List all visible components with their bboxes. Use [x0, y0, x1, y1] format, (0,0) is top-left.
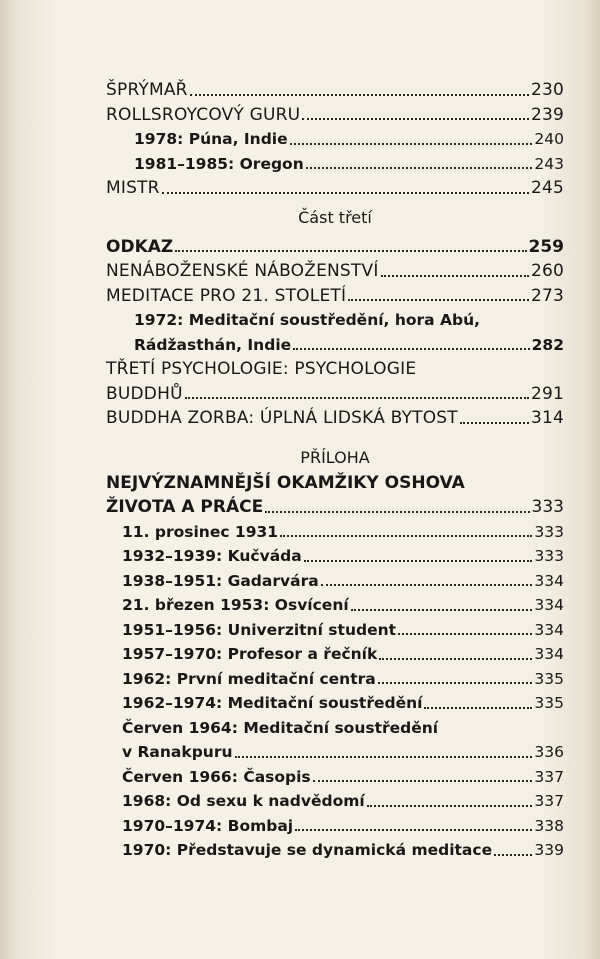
toc-entry-page: 335 — [534, 669, 564, 688]
toc-entry-page: 259 — [528, 236, 564, 257]
toc-entry-page: 339 — [534, 841, 564, 859]
toc-entry-title: 1978: Púna, Indie — [134, 130, 288, 148]
toc-entry-page: 333 — [534, 547, 564, 565]
toc-entry-title: NENÁBOŽENSKÉ NÁBOŽENSTVÍ — [106, 261, 379, 281]
toc-entry — [106, 235, 564, 260]
leader-dots — [185, 397, 529, 399]
toc-entry-title: 1957–1970: Profesor a řečník — [122, 645, 378, 663]
toc-entry-title: MEDITACE PRO 21. STOLETÍ — [106, 285, 347, 306]
leader-dots — [175, 250, 526, 252]
toc-entry — [106, 495, 564, 520]
leader-dots — [304, 560, 533, 562]
toc-entry-title: 1970–1974: Bombaj — [122, 816, 294, 835]
toc-entry-page: 291 — [530, 383, 564, 404]
toc-entry-page: 338 — [534, 816, 564, 835]
leader-dots — [293, 348, 529, 350]
toc-entry — [106, 569, 564, 594]
toc-entry — [106, 406, 564, 431]
toc-entry-title: 1972: Meditační soustředění, hora Abú, — [134, 311, 481, 329]
toc-entry-page: 337 — [534, 767, 564, 786]
toc-entry — [106, 259, 564, 284]
toc-entry-title: 1951–1956: Univerzitní student — [122, 620, 397, 639]
toc-entry-title: Červen 1964: Meditační soustředění — [122, 718, 439, 737]
toc-entry-title: ROLLSROYCOVÝ GURU — [106, 104, 301, 125]
toc-entry — [106, 152, 564, 177]
leader-dots — [302, 118, 529, 120]
toc-entry — [106, 284, 564, 309]
toc-entry-title: 1932–1939: Kučváda — [122, 547, 302, 565]
toc-entry-title: BUDDHA ZORBA: ÚPLNÁ LIDSKÁ BYTOST — [106, 408, 458, 428]
toc-entry-page: 334 — [534, 596, 564, 614]
toc-entry-title: 1962: První meditační centra — [122, 669, 376, 688]
toc-entry-title: 1962–1974: Meditační soustředění — [122, 694, 423, 712]
toc-entry — [106, 176, 564, 201]
toc-entry-title: ODKAZ — [106, 236, 174, 257]
toc-entry — [106, 103, 564, 128]
toc-entry-page: 240 — [534, 130, 564, 148]
toc-entry-page: 314 — [530, 408, 564, 428]
toc-entry-title: Červen 1966: Časopis — [122, 767, 311, 786]
leader-dots — [348, 299, 529, 301]
toc-entry-title: TŘETÍ PSYCHOLOGIE: PSYCHOLOGIE — [106, 359, 417, 379]
toc-entry-title: 1970: Představuje se dynamická meditace — [122, 841, 493, 859]
toc-entry — [106, 838, 564, 863]
toc-entry-title: ŠPRÝMAŘ — [106, 80, 188, 100]
toc-entry-page: 334 — [534, 645, 564, 663]
leader-dots — [235, 756, 533, 758]
toc-entry-page: 333 — [531, 497, 564, 517]
toc-group-appendix-end — [106, 765, 564, 863]
leader-dots — [379, 658, 532, 660]
toc-entry-page: 245 — [530, 178, 564, 198]
toc-entry — [106, 667, 564, 692]
toc-entry — [106, 618, 564, 643]
leader-dots — [290, 143, 533, 145]
part-heading: Část třetí — [298, 207, 372, 227]
toc-entry-page: 335 — [534, 694, 564, 712]
leader-dots — [321, 584, 533, 586]
toc-entry — [106, 333, 564, 358]
leader-dots — [351, 609, 533, 611]
leader-dots — [378, 682, 533, 684]
toc-entry-title: 1968: Od sexu k nadvědomí — [122, 792, 365, 810]
toc-group-part3 — [106, 235, 564, 309]
toc-entry — [106, 127, 564, 152]
toc-entry-page: 337 — [534, 792, 564, 810]
leader-dots — [162, 192, 529, 194]
toc-entry-title: 1938–1951: Gadarvára — [122, 571, 319, 590]
toc-entry — [106, 78, 564, 103]
appendix-heading: PŘÍLOHA — [300, 447, 370, 467]
leader-dots — [381, 275, 529, 277]
toc-entry-title: ŽIVOTA A PRÁCE — [106, 497, 264, 517]
toc-entry-page: 230 — [530, 80, 564, 100]
leader-dots — [313, 780, 533, 782]
toc-entry-page: 334 — [534, 571, 564, 590]
table-of-contents — [106, 78, 564, 863]
toc-entry — [106, 740, 564, 765]
toc-entry — [106, 357, 564, 382]
toc-group-appendix — [106, 520, 564, 716]
toc-entry — [106, 814, 564, 839]
toc-entry-page: 333 — [534, 522, 564, 541]
toc-entry-page: 334 — [534, 620, 564, 639]
toc-entry-page: 239 — [530, 104, 564, 125]
toc-entry — [106, 308, 564, 333]
toc-entry-title: 11. prosinec 1931 — [122, 522, 279, 541]
toc-entry-page: 243 — [534, 154, 564, 173]
toc-entry-page: 260 — [530, 261, 564, 281]
toc-entry-title: Rádžasthán, Indie — [134, 335, 292, 354]
toc-entry — [106, 544, 564, 569]
leader-dots — [494, 854, 532, 856]
toc-entry — [106, 593, 564, 618]
leader-dots — [295, 829, 532, 831]
toc-entry-title: v Ranakpuru — [122, 743, 233, 761]
toc-entry-title: 21. březen 1953: Osvícení — [122, 596, 349, 614]
toc-entry — [106, 716, 564, 741]
toc-entry-page: 282 — [531, 335, 564, 354]
leader-dots — [280, 535, 532, 537]
toc-entry — [106, 382, 564, 407]
toc-entry-page: 336 — [534, 743, 564, 761]
leader-dots — [398, 633, 532, 635]
toc-entry-page: 273 — [530, 285, 564, 306]
leader-dots — [367, 805, 533, 807]
toc-entry-title: NEJVÝZNAMNĚJŠÍ OKAMŽIKY OSHOVA — [106, 472, 465, 493]
toc-entry-title: MISTR — [106, 178, 160, 198]
toc-entry — [106, 789, 564, 814]
leader-dots — [460, 422, 529, 424]
leader-dots — [265, 511, 529, 513]
toc-entry — [106, 642, 564, 667]
toc-entry-title: 1981–1985: Oregon — [134, 154, 304, 173]
leader-dots — [306, 167, 533, 169]
toc-entry — [106, 691, 564, 716]
leader-dots — [190, 94, 529, 96]
toc-entry-title: BUDDHŮ — [106, 383, 183, 404]
toc-group-part2-end — [106, 78, 564, 201]
toc-entry — [106, 765, 564, 790]
toc-entry — [106, 520, 564, 545]
leader-dots — [424, 707, 532, 709]
toc-entry — [106, 471, 564, 496]
